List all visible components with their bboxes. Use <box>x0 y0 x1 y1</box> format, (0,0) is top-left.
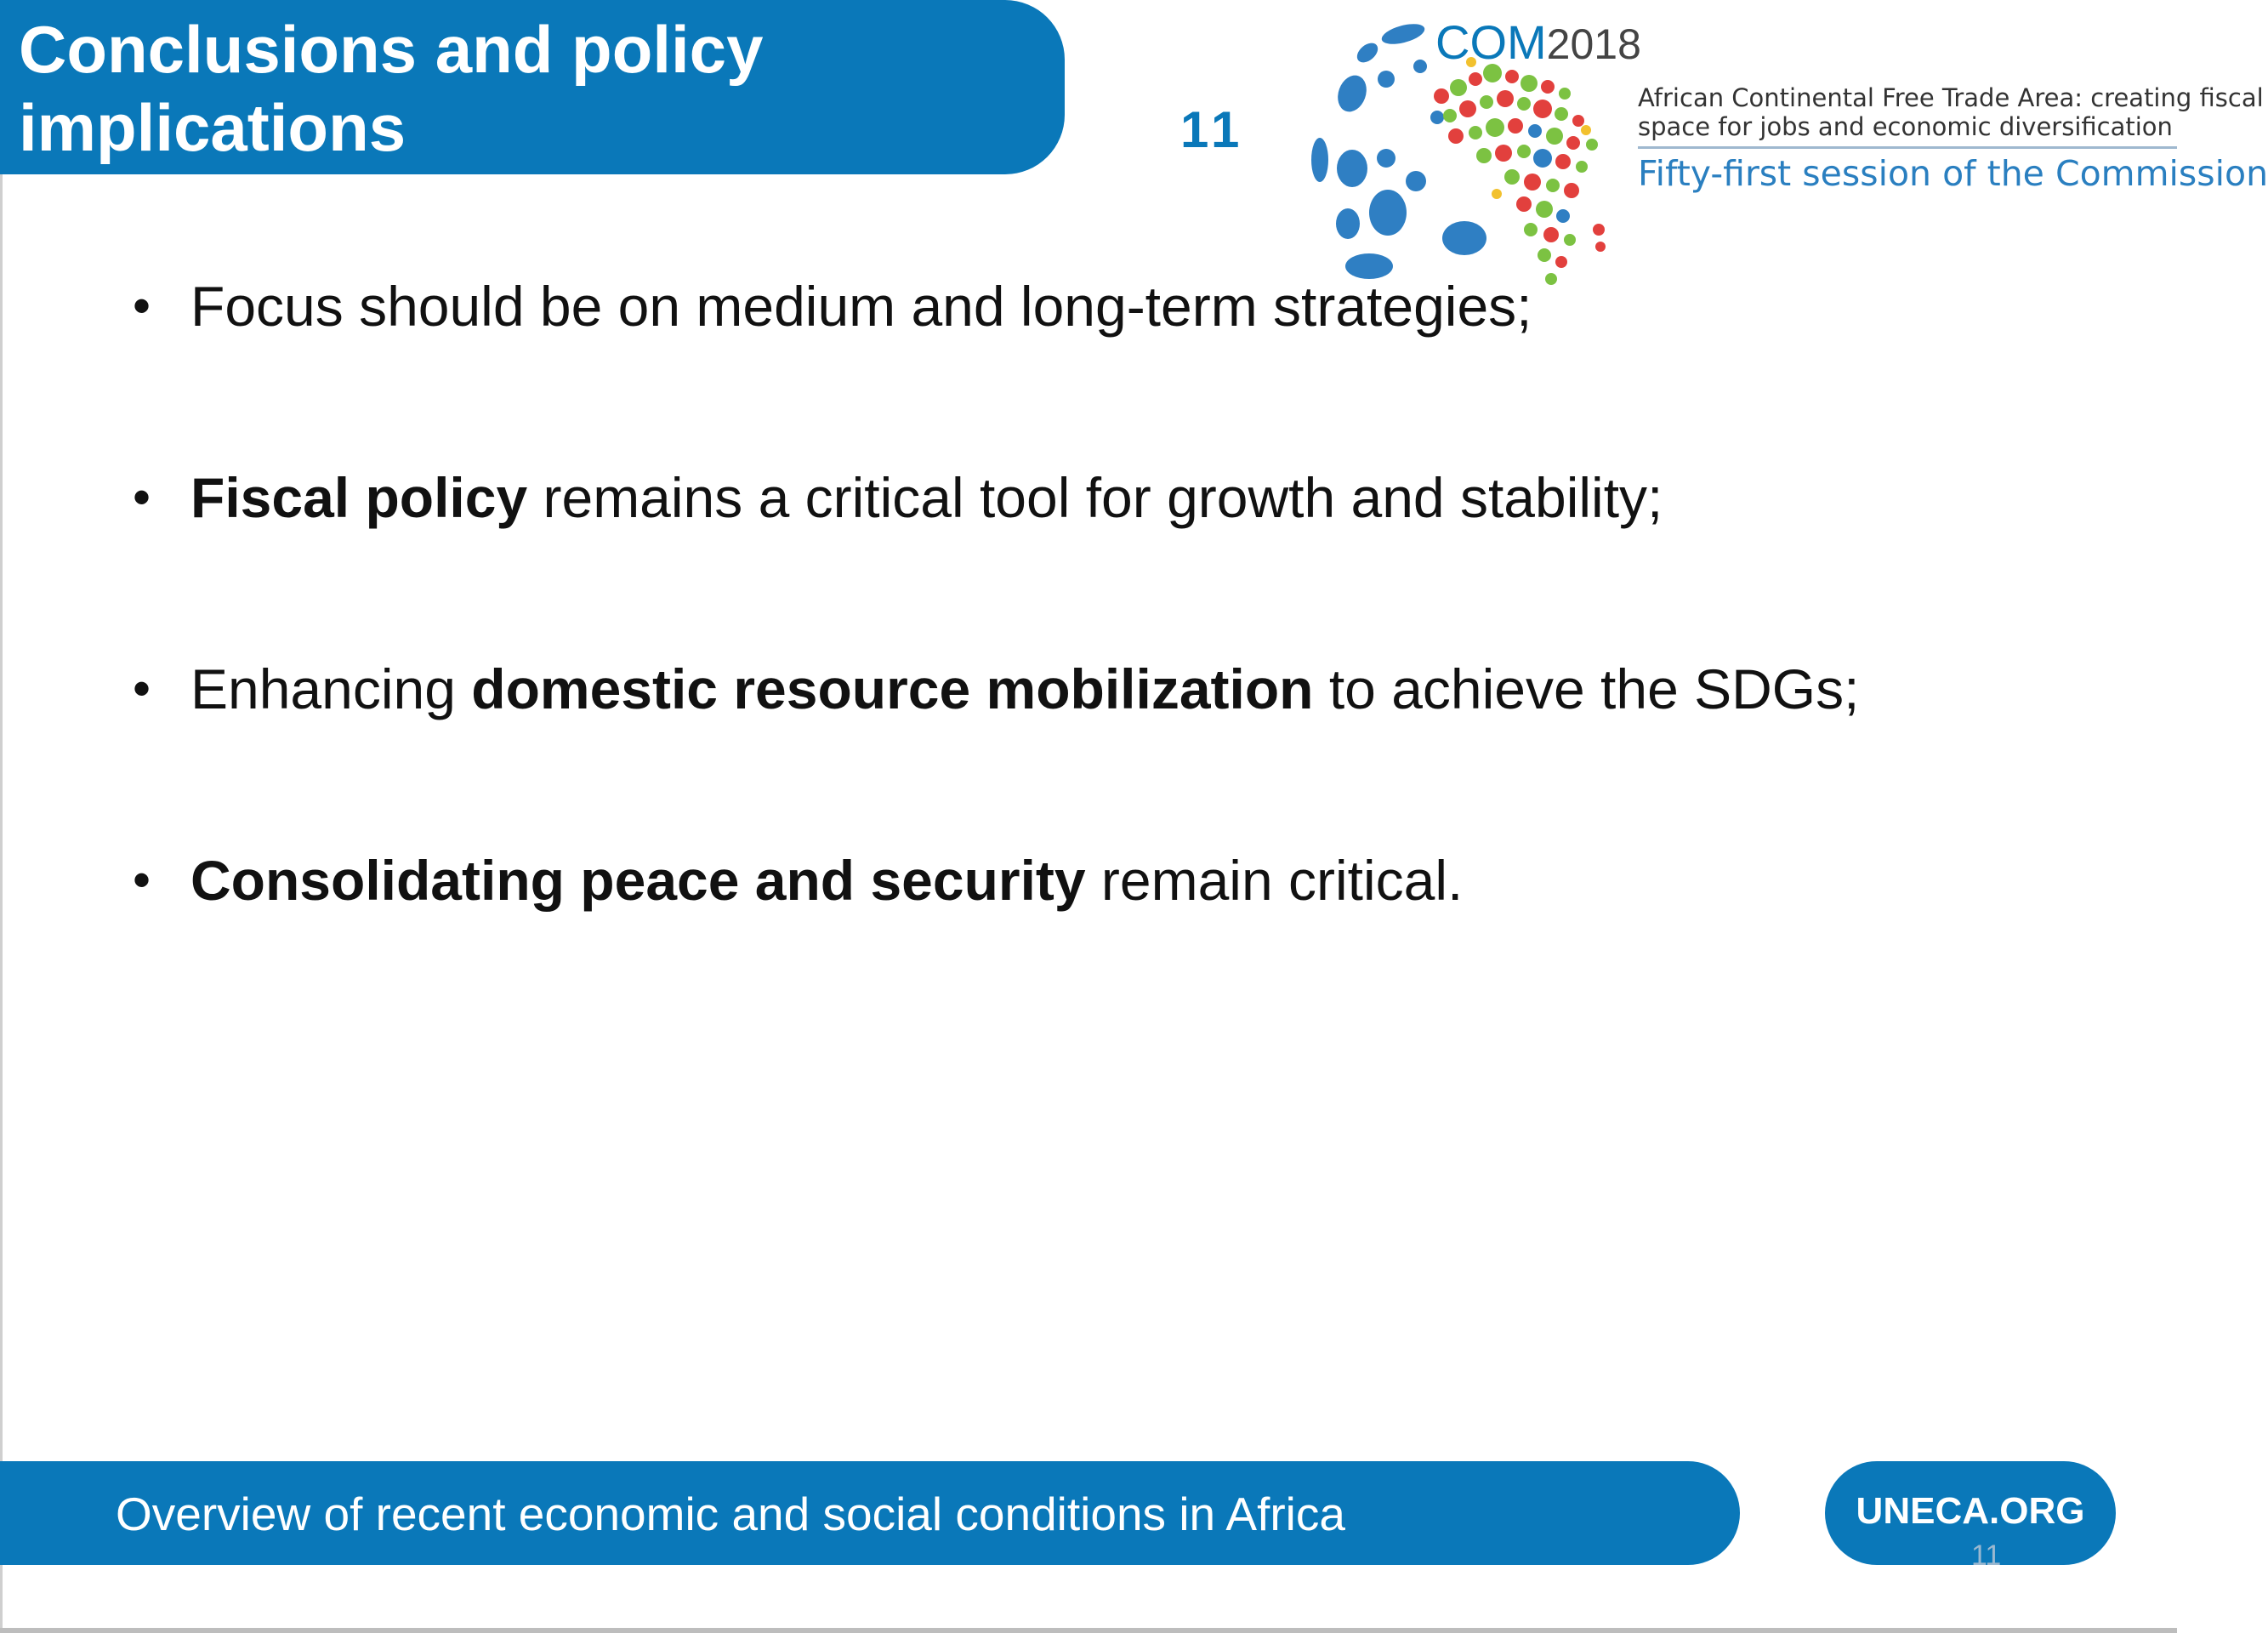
footer-page-number: 11 <box>1971 1539 2002 1572</box>
logo-divider <box>1638 146 2177 149</box>
bullet-item <box>128 655 2083 846</box>
bullet-marker: • <box>133 851 151 908</box>
bullet-text-post: remains a critical tool for growth and stability; <box>527 466 1663 529</box>
bullet-text-post: to achieve the SDGs; <box>1313 657 1860 720</box>
logo-session-title: Fifty-first session of the Commission <box>1638 153 2268 194</box>
footer-banner <box>0 1461 1740 1565</box>
uneca-link-button[interactable] <box>1825 1461 2116 1565</box>
bullet-list <box>128 272 2083 1038</box>
bullet-text-bold: Consolidating peace and security <box>190 849 1086 912</box>
left-edge-rule <box>0 0 3 1633</box>
bullet-text-post: remain critical. <box>1085 849 1464 912</box>
logo-subtitle-line-2: space for jobs and economic diversification <box>1638 112 2173 141</box>
com2018-logo <box>1301 15 2268 304</box>
bullet-item <box>128 272 2083 464</box>
slide-number: 11 <box>1180 101 1245 158</box>
bullet-item <box>128 846 2083 1038</box>
slide-title <box>19 10 1039 167</box>
bullet-marker: • <box>133 660 151 717</box>
slide-title-line-2: implications <box>19 90 406 165</box>
bullet-marker: • <box>133 277 151 334</box>
logo-year: 2018 <box>1546 20 1641 68</box>
logo-com-word: COM <box>1435 15 1547 69</box>
logo-subtitle-line-1: African Continental Free Trade Area: creating fiscal <box>1638 83 2264 112</box>
bullet-text-pre: Enhancing <box>190 657 472 720</box>
slide-title-line-1: Conclusions and policy <box>19 12 764 87</box>
bullet-text-bold: Fiscal policy <box>190 466 528 529</box>
uneca-link-label: UNECA.ORG <box>1856 1490 2085 1532</box>
bottom-edge-rule <box>0 1628 2177 1633</box>
bullet-text-bold: domestic resource mobilization <box>471 657 1314 720</box>
footer-title: Overview of recent economic and social conditions in Africa <box>116 1488 1345 1540</box>
bullet-marker: • <box>133 469 151 526</box>
bullet-text-pre: Focus should be on medium and long-term strategies; <box>190 275 1532 338</box>
bullet-item <box>128 464 2083 655</box>
title-banner <box>0 0 1065 174</box>
logo-com-title <box>1435 15 1641 71</box>
